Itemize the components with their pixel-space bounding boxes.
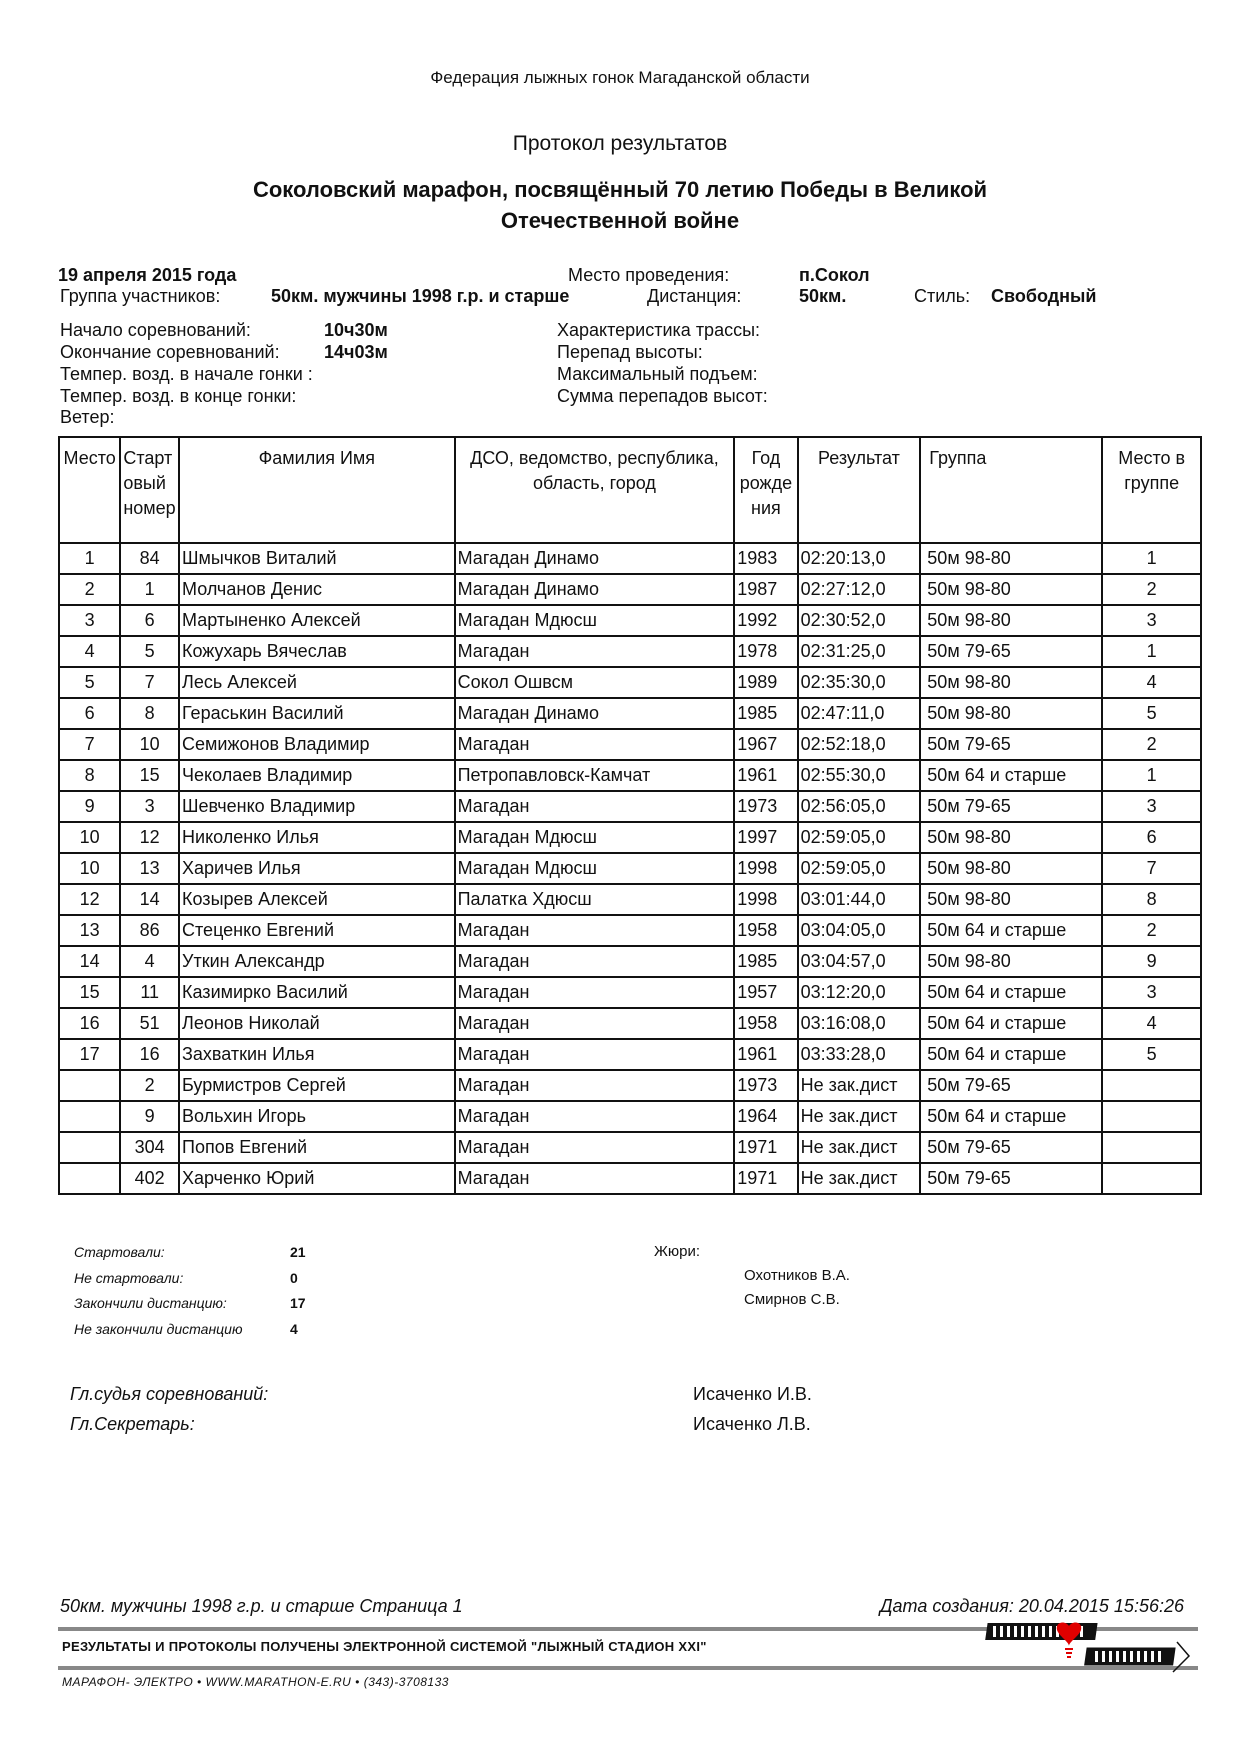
cell-place: 8 xyxy=(59,760,120,791)
cell-bib: 12 xyxy=(120,822,179,853)
started-value: 21 xyxy=(290,1244,306,1260)
cell-result: 02:31:25,0 xyxy=(798,636,921,667)
event-title-line1: Соколовский марафон, посвящённый 70 летию Победы в Великой xyxy=(252,177,988,202)
cell-club: Магадан xyxy=(455,946,735,977)
height-diff-label: Перепад высоты: xyxy=(557,342,703,362)
cell-year: 1983 xyxy=(734,543,797,574)
max-climb-label: Максимальный подъем: xyxy=(557,364,758,384)
cell-group: 50м 98-80 xyxy=(920,543,1102,574)
cell-group: 50м 64 и старше xyxy=(920,977,1102,1008)
cell-name: Захваткин Илья xyxy=(179,1039,455,1070)
cell-result: 02:55:30,0 xyxy=(798,760,921,791)
cell-place: 10 xyxy=(59,853,120,884)
total-climb-label: Сумма перепадов высот: xyxy=(557,386,768,406)
cell-club: Магадан xyxy=(455,729,735,760)
col-header-bib: Старт овый номер xyxy=(120,437,179,543)
cell-year: 1998 xyxy=(734,884,797,915)
chief-judge-value: Исаченко И.В. xyxy=(693,1384,812,1404)
system-credit: РЕЗУЛЬТАТЫ И ПРОТОКОЛЫ ПОЛУЧЕНЫ ЭЛЕКТРОННОЙ СИСТЕМОЙ "ЛЫЖНЫЙ СТАДИОН XXI" xyxy=(62,1639,707,1654)
cell-year: 1958 xyxy=(734,1008,797,1039)
cell-year: 1978 xyxy=(734,636,797,667)
cell-group: 50м 64 и старше xyxy=(920,1039,1102,1070)
cell-result: 02:59:05,0 xyxy=(798,822,921,853)
cell-name: Чеколаев Владимир xyxy=(179,760,455,791)
cell-name: Харичев Илья xyxy=(179,853,455,884)
end-time-label: Окончание соревнований: xyxy=(60,342,280,362)
cell-year: 1971 xyxy=(734,1163,797,1194)
cell-club: Магадан xyxy=(455,1163,735,1194)
cell-bib: 15 xyxy=(120,760,179,791)
secretary-label: Гл.Секретарь: xyxy=(70,1414,195,1434)
cell-group-place xyxy=(1102,1101,1201,1132)
cell-bib: 1 xyxy=(120,574,179,605)
cell-year: 1989 xyxy=(734,667,797,698)
cell-club: Магадан Динамо xyxy=(455,698,735,729)
cell-result: 03:16:08,0 xyxy=(798,1008,921,1039)
cell-bib: 13 xyxy=(120,853,179,884)
table-row xyxy=(59,729,1201,760)
cell-group-place xyxy=(1102,1132,1201,1163)
table-row xyxy=(59,760,1201,791)
cell-club: Магадан xyxy=(455,977,735,1008)
table-row xyxy=(59,1132,1201,1163)
cell-year: 1971 xyxy=(734,1132,797,1163)
cell-group: 50м 64 и старше xyxy=(920,915,1102,946)
venue-value: п.Сокол xyxy=(799,265,870,285)
cell-group: 50м 79-65 xyxy=(920,729,1102,760)
cell-bib: 8 xyxy=(120,698,179,729)
finished-label: Закончили дистанцию: xyxy=(74,1295,227,1311)
cell-club: Магадан Мдюсш xyxy=(455,605,735,636)
cell-place: 10 xyxy=(59,822,120,853)
cell-name: Шмычков Виталий xyxy=(179,543,455,574)
cell-result: 02:47:11,0 xyxy=(798,698,921,729)
cell-name: Лесь Алексей xyxy=(179,667,455,698)
cell-result: 03:12:20,0 xyxy=(798,977,921,1008)
style-value: Свободный xyxy=(991,286,1097,306)
event-title xyxy=(0,174,1240,236)
cell-group: 50м 79-65 xyxy=(920,1163,1102,1194)
cell-club: Сокол Ошвсм xyxy=(455,667,735,698)
cell-year: 1992 xyxy=(734,605,797,636)
cell-bib: 10 xyxy=(120,729,179,760)
cell-year: 1985 xyxy=(734,946,797,977)
temp-end-label: Темпер. возд. в конце гонки: xyxy=(60,386,297,406)
cell-group-place: 1 xyxy=(1102,543,1201,574)
cell-result: Не зак.дист xyxy=(798,1101,921,1132)
jury-member-1: Охотников В.А. xyxy=(744,1267,850,1284)
cell-place: 16 xyxy=(59,1008,120,1039)
cell-place: 5 xyxy=(59,667,120,698)
cell-bib: 84 xyxy=(120,543,179,574)
cell-group: 50м 79-65 xyxy=(920,1070,1102,1101)
cell-group: 50м 98-80 xyxy=(920,822,1102,853)
cell-place: 14 xyxy=(59,946,120,977)
group-value: 50км. мужчины 1998 г.р. и старше xyxy=(271,286,570,306)
cell-name: Харченко Юрий xyxy=(179,1163,455,1194)
cell-name: Шевченко Владимир xyxy=(179,791,455,822)
col-header-place: Место xyxy=(59,437,120,543)
table-row xyxy=(59,853,1201,884)
cell-group: 50м 98-80 xyxy=(920,667,1102,698)
cell-group-place: 7 xyxy=(1102,853,1201,884)
cell-year: 1985 xyxy=(734,698,797,729)
col-header-group-place: Место в группе xyxy=(1102,437,1201,543)
cell-bib: 11 xyxy=(120,977,179,1008)
cell-bib: 3 xyxy=(120,791,179,822)
cell-bib: 2 xyxy=(120,1070,179,1101)
cell-bib: 14 xyxy=(120,884,179,915)
distance-label: Дистанция: xyxy=(647,286,742,306)
cell-name: Козырев Алексей xyxy=(179,884,455,915)
cell-group: 50м 98-80 xyxy=(920,853,1102,884)
cell-place: 1 xyxy=(59,543,120,574)
results-body xyxy=(59,543,1201,1194)
table-row xyxy=(59,884,1201,915)
cell-club: Магадан Динамо xyxy=(455,574,735,605)
cell-name: Стеценко Евгений xyxy=(179,915,455,946)
cell-group-place: 4 xyxy=(1102,1008,1201,1039)
event-title-line2: Отечественной войне xyxy=(500,208,740,233)
cell-group: 50м 98-80 xyxy=(920,884,1102,915)
federation-name: Федерация лыжных гонок Магаданской области xyxy=(430,68,810,87)
cell-result: 03:33:28,0 xyxy=(798,1039,921,1070)
cell-name: Попов Евгений xyxy=(179,1132,455,1163)
table-row xyxy=(59,791,1201,822)
table-row xyxy=(59,574,1201,605)
table-row xyxy=(59,1101,1201,1132)
cell-group-place xyxy=(1102,1163,1201,1194)
cell-group-place xyxy=(1102,1070,1201,1101)
cell-place xyxy=(59,1163,120,1194)
cell-year: 1998 xyxy=(734,853,797,884)
cell-name: Гераськин Василий xyxy=(179,698,455,729)
cell-club: Магадан xyxy=(455,636,735,667)
cell-club: Магадан xyxy=(455,1132,735,1163)
table-header-row xyxy=(59,437,1201,543)
cell-bib: 86 xyxy=(120,915,179,946)
cell-result: Не зак.дист xyxy=(798,1163,921,1194)
cell-bib: 16 xyxy=(120,1039,179,1070)
cell-name: Кожухарь Вячеслав xyxy=(179,636,455,667)
table-row xyxy=(59,977,1201,1008)
cell-bib: 402 xyxy=(120,1163,179,1194)
table-row xyxy=(59,822,1201,853)
cell-group-place: 9 xyxy=(1102,946,1201,977)
col-header-group: Группа xyxy=(920,437,1102,543)
table-row xyxy=(59,667,1201,698)
cell-group-place: 1 xyxy=(1102,636,1201,667)
cell-group: 50м 98-80 xyxy=(920,574,1102,605)
cell-club: Магадан xyxy=(455,1101,735,1132)
marathon-electro-logo xyxy=(985,1620,1195,1680)
cell-group: 50м 64 и старше xyxy=(920,1101,1102,1132)
cell-group-place: 4 xyxy=(1102,667,1201,698)
cell-club: Палатка Хдюсш xyxy=(455,884,735,915)
cell-place: 7 xyxy=(59,729,120,760)
cell-name: Леонов Николай xyxy=(179,1008,455,1039)
col-header-year: Год рожде ния xyxy=(734,437,797,543)
cell-club: Магадан xyxy=(455,1008,735,1039)
table-row xyxy=(59,636,1201,667)
cell-place: 9 xyxy=(59,791,120,822)
cell-bib: 5 xyxy=(120,636,179,667)
cell-result: 02:27:12,0 xyxy=(798,574,921,605)
group-label: Группа участников: xyxy=(60,286,221,306)
cell-group-place: 3 xyxy=(1102,977,1201,1008)
cell-year: 1967 xyxy=(734,729,797,760)
cell-name: Мартыненко Алексей xyxy=(179,605,455,636)
cell-place: 6 xyxy=(59,698,120,729)
cell-group-place: 5 xyxy=(1102,1039,1201,1070)
cell-result: 02:20:13,0 xyxy=(798,543,921,574)
jury-member-2: Смирнов С.В. xyxy=(744,1291,840,1308)
cell-club: Магадан xyxy=(455,1039,735,1070)
started-label: Стартовали: xyxy=(74,1244,165,1260)
cell-group: 50м 79-65 xyxy=(920,791,1102,822)
cell-place: 4 xyxy=(59,636,120,667)
cell-group: 50м 98-80 xyxy=(920,605,1102,636)
cell-group-place: 6 xyxy=(1102,822,1201,853)
cell-place xyxy=(59,1101,120,1132)
chief-judge-label: Гл.судья соревнований: xyxy=(70,1384,269,1404)
results-table xyxy=(58,436,1202,1195)
cell-group: 50м 64 и старше xyxy=(920,760,1102,791)
cell-name: Казимирко Василий xyxy=(179,977,455,1008)
table-row xyxy=(59,1163,1201,1194)
cell-group: 50м 98-80 xyxy=(920,698,1102,729)
cell-bib: 304 xyxy=(120,1132,179,1163)
logo-graphic xyxy=(985,1620,1195,1680)
cell-bib: 4 xyxy=(120,946,179,977)
event-date: 19 апреля 2015 года xyxy=(58,265,237,285)
cell-year: 1973 xyxy=(734,1070,797,1101)
cell-place: 3 xyxy=(59,605,120,636)
cell-name: Молчанов Денис xyxy=(179,574,455,605)
cell-group: 50м 79-65 xyxy=(920,1132,1102,1163)
cell-name: Бурмистров Сергей xyxy=(179,1070,455,1101)
cell-year: 1958 xyxy=(734,915,797,946)
col-header-club: ДСО, ведомство, республика, область, город xyxy=(455,437,735,543)
secretary-value: Исаченко Л.В. xyxy=(693,1414,811,1434)
table-row xyxy=(59,543,1201,574)
distance-value: 50км. xyxy=(799,286,847,306)
start-time-label: Начало соревнований: xyxy=(60,320,251,340)
cell-club: Магадан Динамо xyxy=(455,543,735,574)
table-row xyxy=(59,1039,1201,1070)
not-finished-label: Не закончили дистанцию xyxy=(74,1320,243,1337)
not-started-value: 0 xyxy=(290,1269,298,1286)
cell-result: 03:04:57,0 xyxy=(798,946,921,977)
stats-block xyxy=(74,1240,242,1342)
cell-year: 1964 xyxy=(734,1101,797,1132)
table-row xyxy=(59,915,1201,946)
cell-year: 1957 xyxy=(734,977,797,1008)
footer-group-page: 50км. мужчины 1998 г.р. и старше Страница 1 xyxy=(60,1596,463,1616)
cell-group-place: 3 xyxy=(1102,605,1201,636)
cell-name: Николенко Илья xyxy=(179,822,455,853)
cell-place xyxy=(59,1070,120,1101)
arrow-icon xyxy=(1173,1642,1189,1672)
cell-name: Вольхин Игорь xyxy=(179,1101,455,1132)
cell-name: Семижонов Владимир xyxy=(179,729,455,760)
cell-result: 02:35:30,0 xyxy=(798,667,921,698)
cell-place xyxy=(59,1132,120,1163)
cell-group-place: 2 xyxy=(1102,574,1201,605)
track-label: Характеристика трассы: xyxy=(557,320,761,340)
cell-group: 50м 98-80 xyxy=(920,946,1102,977)
cell-club: Магадан xyxy=(455,791,735,822)
cell-place: 2 xyxy=(59,574,120,605)
cell-year: 1973 xyxy=(734,791,797,822)
venue-label: Место проведения: xyxy=(568,265,730,285)
cell-result: Не зак.дист xyxy=(798,1070,921,1101)
cell-bib: 51 xyxy=(120,1008,179,1039)
cell-name: Уткин Александр xyxy=(179,946,455,977)
cell-bib: 9 xyxy=(120,1101,179,1132)
contacts-line: МАРАФОН- ЭЛЕКТРО • WWW.MARATHON-E.RU • (343)-3708133 xyxy=(62,1675,449,1689)
cell-result: 02:52:18,0 xyxy=(798,729,921,760)
cell-place: 13 xyxy=(59,915,120,946)
start-time-value: 10ч30м xyxy=(324,320,388,340)
cell-result: 02:56:05,0 xyxy=(798,791,921,822)
wind-label: Ветер: xyxy=(60,407,115,427)
jury-label: Жюри: xyxy=(654,1243,700,1260)
cell-group-place: 2 xyxy=(1102,729,1201,760)
table-row xyxy=(59,605,1201,636)
cell-result: 02:30:52,0 xyxy=(798,605,921,636)
cell-bib: 7 xyxy=(120,667,179,698)
cell-result: Не зак.дист xyxy=(798,1132,921,1163)
stats-values xyxy=(290,1240,306,1342)
cell-club: Магадан xyxy=(455,1070,735,1101)
temp-start-label: Темпер. возд. в начале гонки : xyxy=(60,364,313,384)
cell-group-place: 3 xyxy=(1102,791,1201,822)
cell-group-place: 2 xyxy=(1102,915,1201,946)
cell-result: 02:59:05,0 xyxy=(798,853,921,884)
cell-club: Магадан Мдюсш xyxy=(455,853,735,884)
document-type: Протокол результатов xyxy=(512,132,728,155)
cell-result: 03:04:05,0 xyxy=(798,915,921,946)
cell-place: 17 xyxy=(59,1039,120,1070)
cell-group-place: 1 xyxy=(1102,760,1201,791)
footer-created-date: Дата создания: 20.04.2015 15:56:26 xyxy=(879,1596,1184,1616)
table-row xyxy=(59,1008,1201,1039)
cell-year: 1987 xyxy=(734,574,797,605)
cell-group-place: 8 xyxy=(1102,884,1201,915)
heart-icon xyxy=(1057,1623,1082,1646)
cell-bib: 6 xyxy=(120,605,179,636)
table-row xyxy=(59,698,1201,729)
cell-group: 50м 79-65 xyxy=(920,636,1102,667)
cell-group-place: 5 xyxy=(1102,698,1201,729)
footer-info xyxy=(60,1596,1184,1617)
cell-place: 12 xyxy=(59,884,120,915)
col-header-result: Результат xyxy=(798,437,921,543)
not-started-label: Не стартовали: xyxy=(74,1269,184,1286)
cell-year: 1961 xyxy=(734,1039,797,1070)
cell-result: 03:01:44,0 xyxy=(798,884,921,915)
cell-club: Магадан xyxy=(455,915,735,946)
finished-value: 17 xyxy=(290,1295,306,1311)
col-header-name: Фамилия Имя xyxy=(179,437,455,543)
cell-year: 1961 xyxy=(734,760,797,791)
cell-club: Петропавловск-Камчат xyxy=(455,760,735,791)
end-time-value: 14ч03м xyxy=(324,342,388,362)
cell-group: 50м 64 и старше xyxy=(920,1008,1102,1039)
table-row xyxy=(59,946,1201,977)
cell-year: 1997 xyxy=(734,822,797,853)
table-row xyxy=(59,1070,1201,1101)
cell-place: 15 xyxy=(59,977,120,1008)
style-label: Стиль: xyxy=(914,286,971,306)
not-finished-value: 4 xyxy=(290,1320,298,1337)
cell-club: Магадан Мдюсш xyxy=(455,822,735,853)
